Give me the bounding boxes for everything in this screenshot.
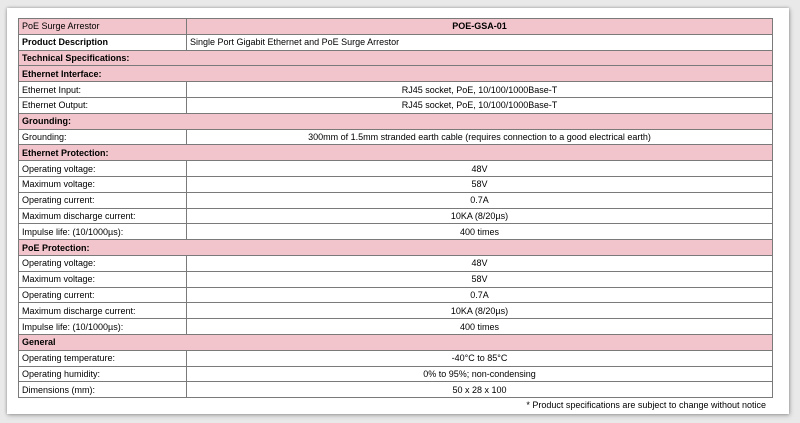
section-title: Ethernet Interface: xyxy=(19,66,773,82)
row-label: Maximum voltage: xyxy=(19,271,187,287)
row-value: 50 x 28 x 100 xyxy=(187,382,773,398)
row-label: Impulse life: (10/1000µs): xyxy=(19,319,187,335)
row-label: Operating current: xyxy=(19,192,187,208)
table-row xyxy=(19,382,773,398)
section-title: General xyxy=(19,334,773,350)
row-label: Dimensions (mm): xyxy=(19,382,187,398)
model-number: POE-GSA-01 xyxy=(187,19,773,35)
footnote: * Product specifications are subject to change without notice xyxy=(526,400,766,410)
table-row xyxy=(19,161,773,177)
section-poe-protection xyxy=(19,240,773,256)
row-value: RJ45 socket, PoE, 10/100/1000Base-T xyxy=(187,97,773,113)
table-row xyxy=(19,287,773,303)
row-value: 48V xyxy=(187,161,773,177)
spec-table xyxy=(18,18,773,398)
section-grounding xyxy=(19,113,773,129)
table-row xyxy=(19,82,773,98)
table-row xyxy=(19,97,773,113)
table-row xyxy=(19,303,773,319)
section-title: PoE Protection: xyxy=(19,240,773,256)
table-row xyxy=(19,176,773,192)
table-row xyxy=(19,271,773,287)
table-row xyxy=(19,255,773,271)
row-value: RJ45 socket, PoE, 10/100/1000Base-T xyxy=(187,82,773,98)
spec-sheet-card xyxy=(7,8,789,414)
section-ethernet-protection xyxy=(19,145,773,161)
row-value: 0% to 95%; non-condensing xyxy=(187,366,773,382)
product-description-value: Single Port Gigabit Ethernet and PoE Surge Arrestor xyxy=(187,34,773,50)
row-value: 300mm of 1.5mm stranded earth cable (requires connection to a good electrical earth) xyxy=(187,129,773,145)
row-value: 58V xyxy=(187,176,773,192)
row-value: 0.7A xyxy=(187,192,773,208)
row-value: 10KA (8/20µs) xyxy=(187,208,773,224)
table-row xyxy=(19,192,773,208)
row-value: 48V xyxy=(187,255,773,271)
section-ethernet-interface xyxy=(19,66,773,82)
row-value: 0.7A xyxy=(187,287,773,303)
row-label: Operating humidity: xyxy=(19,366,187,382)
header-label: PoE Surge Arrestor xyxy=(19,19,187,35)
row-label: Operating voltage: xyxy=(19,161,187,177)
table-row xyxy=(19,350,773,366)
row-label: Maximum voltage: xyxy=(19,176,187,192)
table-row xyxy=(19,129,773,145)
row-label: Impulse life: (10/1000µs): xyxy=(19,224,187,240)
row-label: Ethernet Input: xyxy=(19,82,187,98)
section-general xyxy=(19,334,773,350)
row-label: Maximum discharge current: xyxy=(19,208,187,224)
product-description-label: Product Description xyxy=(19,34,187,50)
row-value: 10KA (8/20µs) xyxy=(187,303,773,319)
section-title: Technical Specifications: xyxy=(19,50,773,66)
row-label: Operating voltage: xyxy=(19,255,187,271)
table-row xyxy=(19,224,773,240)
row-value: 400 times xyxy=(187,319,773,335)
product-description-row xyxy=(19,34,773,50)
section-title: Grounding: xyxy=(19,113,773,129)
section-title: Ethernet Protection: xyxy=(19,145,773,161)
section-technical-specifications xyxy=(19,50,773,66)
table-header-row xyxy=(19,19,773,35)
row-value: 400 times xyxy=(187,224,773,240)
table-row xyxy=(19,366,773,382)
row-label: Ethernet Output: xyxy=(19,97,187,113)
row-label: Maximum discharge current: xyxy=(19,303,187,319)
row-label: Operating temperature: xyxy=(19,350,187,366)
row-label: Grounding: xyxy=(19,129,187,145)
table-row xyxy=(19,208,773,224)
row-label: Operating current: xyxy=(19,287,187,303)
row-value: -40°C to 85°C xyxy=(187,350,773,366)
table-row xyxy=(19,319,773,335)
row-value: 58V xyxy=(187,271,773,287)
